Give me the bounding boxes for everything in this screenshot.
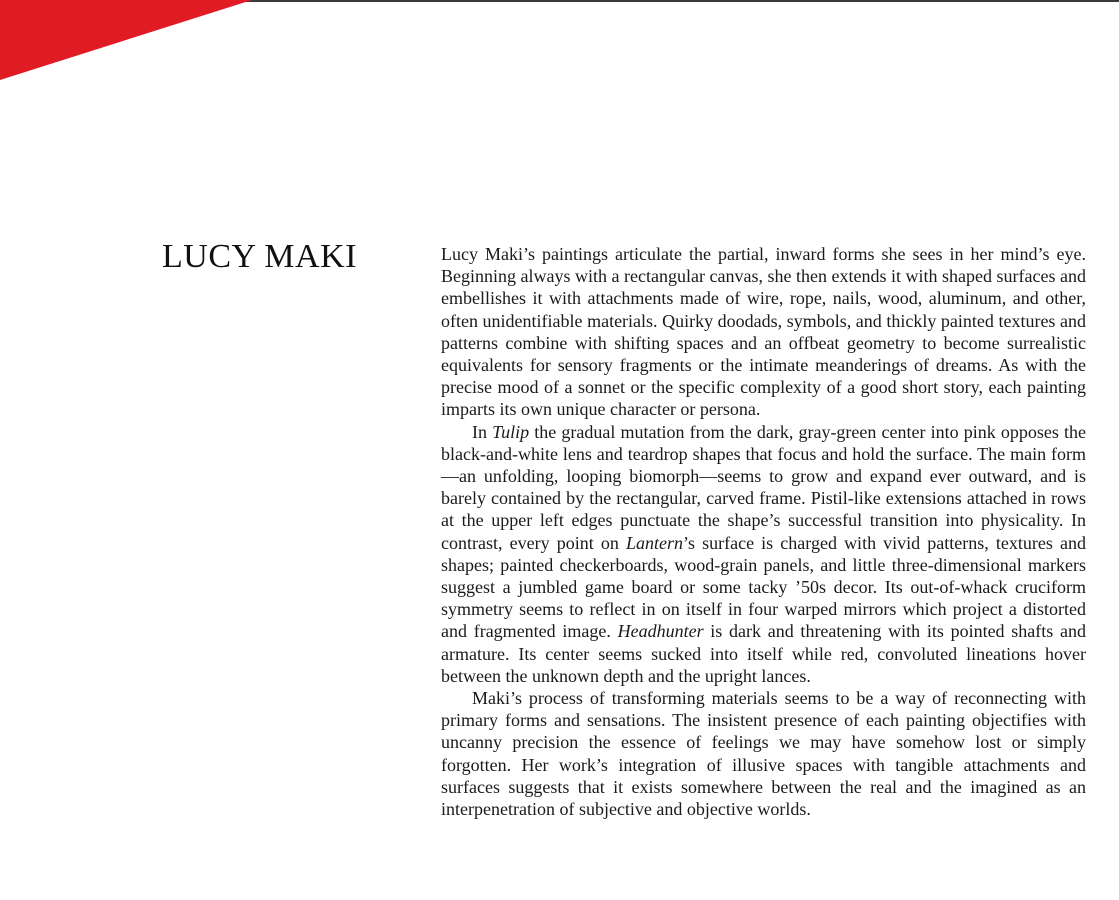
red-wedge-shape (0, 0, 252, 80)
essay-text-segment: ’s surface is charged with vivid patterns, textures and shapes; painted checkerboards, wood-grain panels, and little three-dimensional markers suggest a jumbled game board or some tacky ’50s decor. Its out-of-whack cruciform symmetry seems to reflect in on itself in four warped mirrors which project a distorted and fragmented image. (441, 532, 1086, 642)
essay-text-segment: is dark and threatening with its pointed shafts and armature. Its center seems sucked into itself while red, convoluted lineations hover between the unknown depth and the upright lances. (441, 621, 1086, 686)
artwork-title-headhunter: Headhunter (617, 621, 704, 642)
essay-paragraph-2 (441, 421, 1086, 687)
essay-paragraph-1: Lucy Maki’s paintings articulate the partial, inward forms she sees in her mind’s eye. Beginning always with a rectangular canvas, she then extends it with shaped surfaces and embellishes it with attachments made of wire, rope, nails, wood, aluminum, and other, often unidentifiable materials. Quirky doodads, symbols, and thickly painted textures and patterns combine with shifting spaces and an offbeat geometry to become surrealistic equivalents for sensory fragments or the intimate meanderings of dreams. As with the precise mood of a sonnet or the specific complexity of a good short story, each painting imparts its own unique character or persona. (441, 244, 1086, 420)
essay-body (441, 243, 1086, 820)
artist-name-heading: LUCY MAKI (162, 238, 357, 275)
red-corner-accent (0, 0, 260, 82)
artwork-title-tulip: Tulip (492, 421, 530, 442)
essay-text-segment: the gradual mutation from the dark, gray-green center into pink opposes the black-and-white lens and teardrop shapes that focus and hold the surface. The main form—an unfolding, looping biomorph—seems to grow and expand ever outward, and is barely contained by the rectangular, carved frame. Pistil-like extensions attached in rows at the upper left edges punctuate the shape’s successful transition into physicality. In contrast, every point on (441, 421, 1086, 553)
essay-paragraph-3: Maki’s process of transforming materials seems to be a way of reconnecting with primary forms and sensations. The insistent presence of each painting objectifies with uncanny precision the essence of feelings we may have somehow lost or simply forgotten. Her work’s integration of illusive spaces with tangible attachments and surfaces suggests that it exists somewhere between the real and the imagined as an interpenetration of subjective and objective worlds. (441, 688, 1086, 820)
artwork-title-lantern: Lantern (625, 532, 683, 553)
essay-text-segment: In (472, 421, 493, 442)
